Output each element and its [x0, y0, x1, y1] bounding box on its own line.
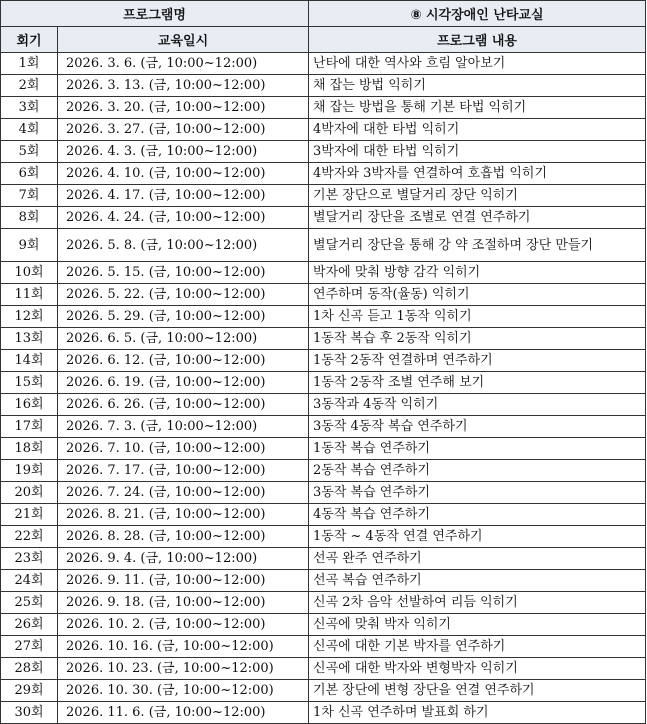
content-cell: 채 잡는 방법을 통해 기본 타법 익히기 [309, 97, 646, 119]
table-row [1, 614, 646, 636]
table-row [1, 570, 646, 592]
session-cell: 16회 [1, 394, 58, 416]
date-cell: 2026. 4. 17. (금, 10:00~12:00) [58, 185, 309, 207]
content-cell: 선곡 복습 연주하기 [309, 570, 646, 592]
date-cell: 2026. 10. 23. (금, 10:00~12:00) [58, 658, 309, 680]
session-cell: 11회 [1, 284, 58, 306]
table-row [1, 53, 646, 75]
session-cell: 7회 [1, 185, 58, 207]
date-cell: 2026. 9. 4. (금, 10:00~12:00) [58, 548, 309, 570]
content-cell: 1차 신곡 듣고 1동작 익히기 [309, 306, 646, 328]
session-cell: 3회 [1, 97, 58, 119]
date-cell: 2026. 4. 10. (금, 10:00~12:00) [58, 163, 309, 185]
date-cell: 2026. 5. 8. (금, 10:00~12:00) [58, 229, 309, 262]
table-row [1, 592, 646, 614]
session-cell: 6회 [1, 163, 58, 185]
content-column-header: 프로그램 내용 [309, 27, 646, 53]
program-name-row [1, 1, 646, 27]
date-cell: 2026. 8. 28. (금, 10:00~12:00) [58, 526, 309, 548]
content-cell: 4박자와 3박자를 연결하여 호흡법 익히기 [309, 163, 646, 185]
date-cell: 2026. 7. 3. (금, 10:00~12:00) [58, 416, 309, 438]
date-cell: 2026. 3. 20. (금, 10:00~12:00) [58, 97, 309, 119]
content-cell: 기본 장단에 변형 장단을 연결 연주하기 [309, 680, 646, 702]
table-row [1, 482, 646, 504]
date-cell: 2026. 10. 16. (금, 10:00~12:00) [58, 636, 309, 658]
content-cell: 선곡 완주 연주하기 [309, 548, 646, 570]
session-cell: 22회 [1, 526, 58, 548]
session-cell: 4회 [1, 119, 58, 141]
content-cell: 2동작 복습 연주하기 [309, 460, 646, 482]
session-cell: 14회 [1, 350, 58, 372]
content-cell: 1동작 복습 후 2동작 익히기 [309, 328, 646, 350]
table-row [1, 284, 646, 306]
content-cell: 연주하며 동작(율동) 익히기 [309, 284, 646, 306]
date-cell: 2026. 5. 15. (금, 10:00~12:00) [58, 262, 309, 284]
session-cell: 2회 [1, 75, 58, 97]
table-row [1, 680, 646, 702]
table-row [1, 460, 646, 482]
date-cell: 2026. 6. 26. (금, 10:00~12:00) [58, 394, 309, 416]
session-cell: 17회 [1, 416, 58, 438]
date-cell: 2026. 4. 24. (금, 10:00~12:00) [58, 207, 309, 229]
date-cell: 2026. 7. 10. (금, 10:00~12:00) [58, 438, 309, 460]
session-cell: 24회 [1, 570, 58, 592]
table-row [1, 185, 646, 207]
table-row [1, 350, 646, 372]
table-row [1, 526, 646, 548]
date-cell: 2026. 11. 6. (금, 10:00~12:00) [58, 702, 309, 724]
date-cell: 2026. 8. 21. (금, 10:00~12:00) [58, 504, 309, 526]
session-cell: 12회 [1, 306, 58, 328]
date-cell: 2026. 7. 17. (금, 10:00~12:00) [58, 460, 309, 482]
session-cell: 1회 [1, 53, 58, 75]
schedule-body [1, 53, 646, 724]
content-cell: 별달거리 장단을 통해 강 약 조절하며 장단 만들기 [309, 229, 646, 262]
date-cell: 2026. 3. 27. (금, 10:00~12:00) [58, 119, 309, 141]
content-cell: 3동작 복습 연주하기 [309, 482, 646, 504]
content-cell: 신곡에 대한 박자와 변형박자 익히기 [309, 658, 646, 680]
table-row [1, 229, 646, 262]
date-cell: 2026. 6. 12. (금, 10:00~12:00) [58, 350, 309, 372]
session-cell: 5회 [1, 141, 58, 163]
content-cell: 신곡 2차 음악 선발하여 리듬 익히기 [309, 592, 646, 614]
table-row [1, 97, 646, 119]
table-row [1, 163, 646, 185]
date-cell: 2026. 3. 6. (금, 10:00~12:00) [58, 53, 309, 75]
session-cell: 26회 [1, 614, 58, 636]
session-cell: 9회 [1, 229, 58, 262]
content-cell: 1동작 2동작 연결하며 연주하기 [309, 350, 646, 372]
date-cell: 2026. 10. 2. (금, 10:00~12:00) [58, 614, 309, 636]
date-cell: 2026. 10. 30. (금, 10:00~12:00) [58, 680, 309, 702]
date-cell: 2026. 5. 29. (금, 10:00~12:00) [58, 306, 309, 328]
table-row [1, 658, 646, 680]
column-header-row [1, 27, 646, 53]
session-column-header: 회기 [1, 27, 58, 53]
session-cell: 8회 [1, 207, 58, 229]
session-cell: 19회 [1, 460, 58, 482]
content-cell: 4박자에 대한 타법 익히기 [309, 119, 646, 141]
session-cell: 21회 [1, 504, 58, 526]
content-cell: 1동작 복습 연주하기 [309, 438, 646, 460]
table-row [1, 504, 646, 526]
session-cell: 15회 [1, 372, 58, 394]
date-cell: 2026. 3. 13. (금, 10:00~12:00) [58, 75, 309, 97]
program-name-label: 프로그램명 [1, 1, 309, 27]
table-row [1, 119, 646, 141]
table-row [1, 394, 646, 416]
content-cell: 1동작 2동작 조별 연주해 보기 [309, 372, 646, 394]
date-column-header: 교육일시 [58, 27, 309, 53]
session-cell: 29회 [1, 680, 58, 702]
table-row [1, 372, 646, 394]
session-cell: 27회 [1, 636, 58, 658]
table-row [1, 141, 646, 163]
session-cell: 20회 [1, 482, 58, 504]
table-row [1, 75, 646, 97]
session-cell: 10회 [1, 262, 58, 284]
content-cell: 3박자에 대한 타법 익히기 [309, 141, 646, 163]
session-cell: 30회 [1, 702, 58, 724]
session-cell: 25회 [1, 592, 58, 614]
content-cell: 4동작 복습 연주하기 [309, 504, 646, 526]
date-cell: 2026. 6. 19. (금, 10:00~12:00) [58, 372, 309, 394]
table-row [1, 438, 646, 460]
session-cell: 28회 [1, 658, 58, 680]
date-cell: 2026. 5. 22. (금, 10:00~12:00) [58, 284, 309, 306]
session-cell: 13회 [1, 328, 58, 350]
content-cell: 3동작 4동작 복습 연주하기 [309, 416, 646, 438]
content-cell: 신곡에 맞춰 박자 익히기 [309, 614, 646, 636]
date-cell: 2026. 7. 24. (금, 10:00~12:00) [58, 482, 309, 504]
content-cell: 채 잡는 방법 익히기 [309, 75, 646, 97]
date-cell: 2026. 9. 18. (금, 10:00~12:00) [58, 592, 309, 614]
table-row [1, 548, 646, 570]
table-row [1, 306, 646, 328]
content-cell: 신곡에 대한 기본 박자를 연주하기 [309, 636, 646, 658]
content-cell: 3동작과 4동작 익히기 [309, 394, 646, 416]
program-name-value: ⑧ 시각장애인 난타교실 [309, 1, 646, 27]
table-row [1, 636, 646, 658]
date-cell: 2026. 6. 5. (금, 10:00~12:00) [58, 328, 309, 350]
content-cell: 난타에 대한 역사와 흐림 알아보기 [309, 53, 646, 75]
table-row [1, 262, 646, 284]
content-cell: 기본 장단으로 별달거리 장단 익히기 [309, 185, 646, 207]
content-cell: 1차 신곡 연주하며 발표회 하기 [309, 702, 646, 724]
table-row [1, 702, 646, 724]
session-cell: 23회 [1, 548, 58, 570]
table-row [1, 416, 646, 438]
date-cell: 2026. 9. 11. (금, 10:00~12:00) [58, 570, 309, 592]
table-row [1, 207, 646, 229]
date-cell: 2026. 4. 3. (금, 10:00~12:00) [58, 141, 309, 163]
content-cell: 1동작 ~ 4동작 연결 연주하기 [309, 526, 646, 548]
table-row [1, 328, 646, 350]
content-cell: 박자에 맞춰 방향 감각 익히기 [309, 262, 646, 284]
session-cell: 18회 [1, 438, 58, 460]
content-cell: 별달거리 장단을 조별로 연결 연주하기 [309, 207, 646, 229]
